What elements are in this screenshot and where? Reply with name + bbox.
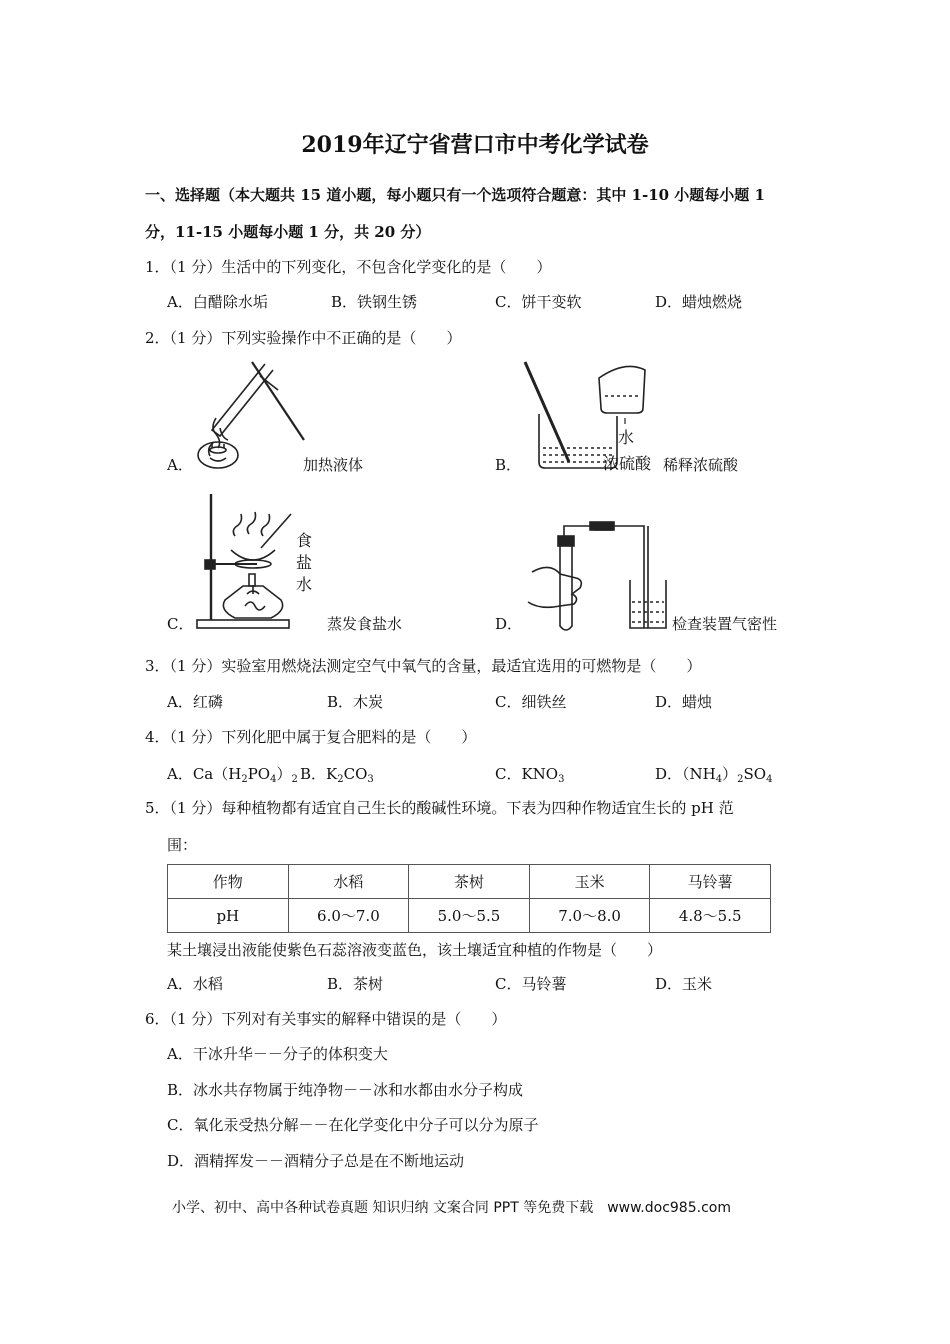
q3-option-d: D．蜡烛 [655, 693, 713, 711]
q5-option-d: D．玉米 [655, 975, 713, 993]
table-cell: 茶树 [409, 865, 530, 899]
q4-option-c: C．$KNO_3$ [495, 765, 565, 785]
table-cell: pH [168, 899, 289, 933]
q3-option-c: C．细铁丝 [495, 693, 567, 711]
q3-option-b: B．木炭 [327, 693, 384, 711]
q4-option-b: B．$K_2CO_3$ [300, 765, 374, 785]
q2-option-b-caption: 稀释浓硫酸 [663, 456, 739, 474]
c-label-3: 水 [296, 575, 313, 594]
table-cell: 7.0～8.0 [529, 899, 650, 933]
q1-stem: 1．（1 分）生活中的下列变化，不包含化学变化的是（ ） [145, 258, 552, 276]
q6-option-d: D．酒精挥发－－酒精分子总是在不断地运动 [167, 1152, 465, 1170]
q6-option-a: A．干冰升华－－分子的体积变大 [167, 1045, 388, 1063]
c-label-1: 食 [296, 531, 313, 550]
q2-option-b-letter: B． [495, 456, 522, 474]
q5-option-b: B．茶树 [327, 975, 384, 993]
table-cell: 水稻 [288, 865, 409, 899]
table-cell: 6.0～7.0 [288, 899, 409, 933]
q2-option-c-caption: 蒸发食盐水 [327, 615, 403, 633]
q5-after-table: 某土壤浸出液能使紫色石蕊溶液变蓝色，该土壤适宜种植的作物是（ ） [167, 941, 663, 959]
q3-option-a: A．红磷 [167, 693, 223, 711]
heating-liquid-figure [190, 358, 310, 473]
q2-stem: 2．（1 分）下列实验操作中不正确的是（ ） [145, 329, 462, 347]
q1-option-a: A．白醋除水垢 [167, 293, 268, 311]
airtightness-figure [520, 518, 670, 633]
section-heading-line1: 一、选择题（本大题共 15 道小题，每小题只有一个选项符合题意：其中 1-10 小题每小题 1 [145, 186, 765, 204]
table-row [168, 865, 771, 899]
q1-option-c: C．饼干变软 [495, 293, 582, 311]
table-cell: 玉米 [529, 865, 650, 899]
q2-option-c-letter: C． [167, 615, 194, 633]
evaporation-figure [195, 490, 295, 630]
q5-option-a: A．水稻 [167, 975, 223, 993]
q6-stem: 6．（1 分）下列对有关事实的解释中错误的是（ ） [145, 1010, 507, 1028]
q5-option-c: C．马铃薯 [495, 975, 567, 993]
exam-title: 2019年辽宁省营口市中考化学试卷 [301, 132, 649, 158]
q5-stem-line1: 5．（1 分）每种植物都有适宜自己生长的酸碱性环境。下表为四种作物适宜生长的 pH 范 [145, 799, 734, 817]
footer-text: 小学、初中、高中各种试卷真题 知识归纳 文案合同 PPT 等免费下载 www.doc985.com [172, 1200, 731, 1216]
q5-stem-line2: 围： [167, 836, 198, 854]
q2-option-a-letter: A． [167, 456, 193, 474]
q4-stem: 4．（1 分）下列化肥中属于复合肥料的是（ ） [145, 728, 477, 746]
q2-option-d-letter: D． [495, 615, 523, 633]
q6-option-c: C．氧化汞受热分解－－在化学变化中分子可以分为原子 [167, 1116, 539, 1134]
b-label-water: 水 [618, 428, 635, 447]
q3-stem: 3．（1 分）实验室用燃烧法测定空气中氧气的含量，最适宜选用的可燃物是（ ） [145, 657, 702, 675]
table-cell: 5.0～5.5 [409, 899, 530, 933]
b-label-acid: 浓硫酸 [603, 454, 652, 473]
table-cell: 4.8～5.5 [650, 899, 771, 933]
q1-option-b: B．铁钢生锈 [331, 293, 418, 311]
c-label-2: 盐 [296, 553, 313, 572]
table-row [168, 899, 771, 933]
table-cell: 作物 [168, 865, 289, 899]
q6-option-b: B．冰水共存物属于纯净物－－冰和水都由水分子构成 [167, 1081, 524, 1099]
q2-option-d-caption: 检查装置气密性 [672, 615, 778, 633]
q2-option-a-caption: 加热液体 [303, 456, 364, 474]
section-heading-line2: 分，11-15 小题每小题 1 分，共 20 分） [145, 223, 431, 241]
table-cell: 马铃薯 [650, 865, 771, 899]
q4-option-a: A．$Ca(H_2PO_4)_2$ [167, 765, 298, 785]
q1-option-d: D．蜡烛燃烧 [655, 293, 743, 311]
ph-table [167, 864, 771, 933]
q4-option-d: D．$(NH_4)_2SO_4$ [655, 765, 773, 785]
